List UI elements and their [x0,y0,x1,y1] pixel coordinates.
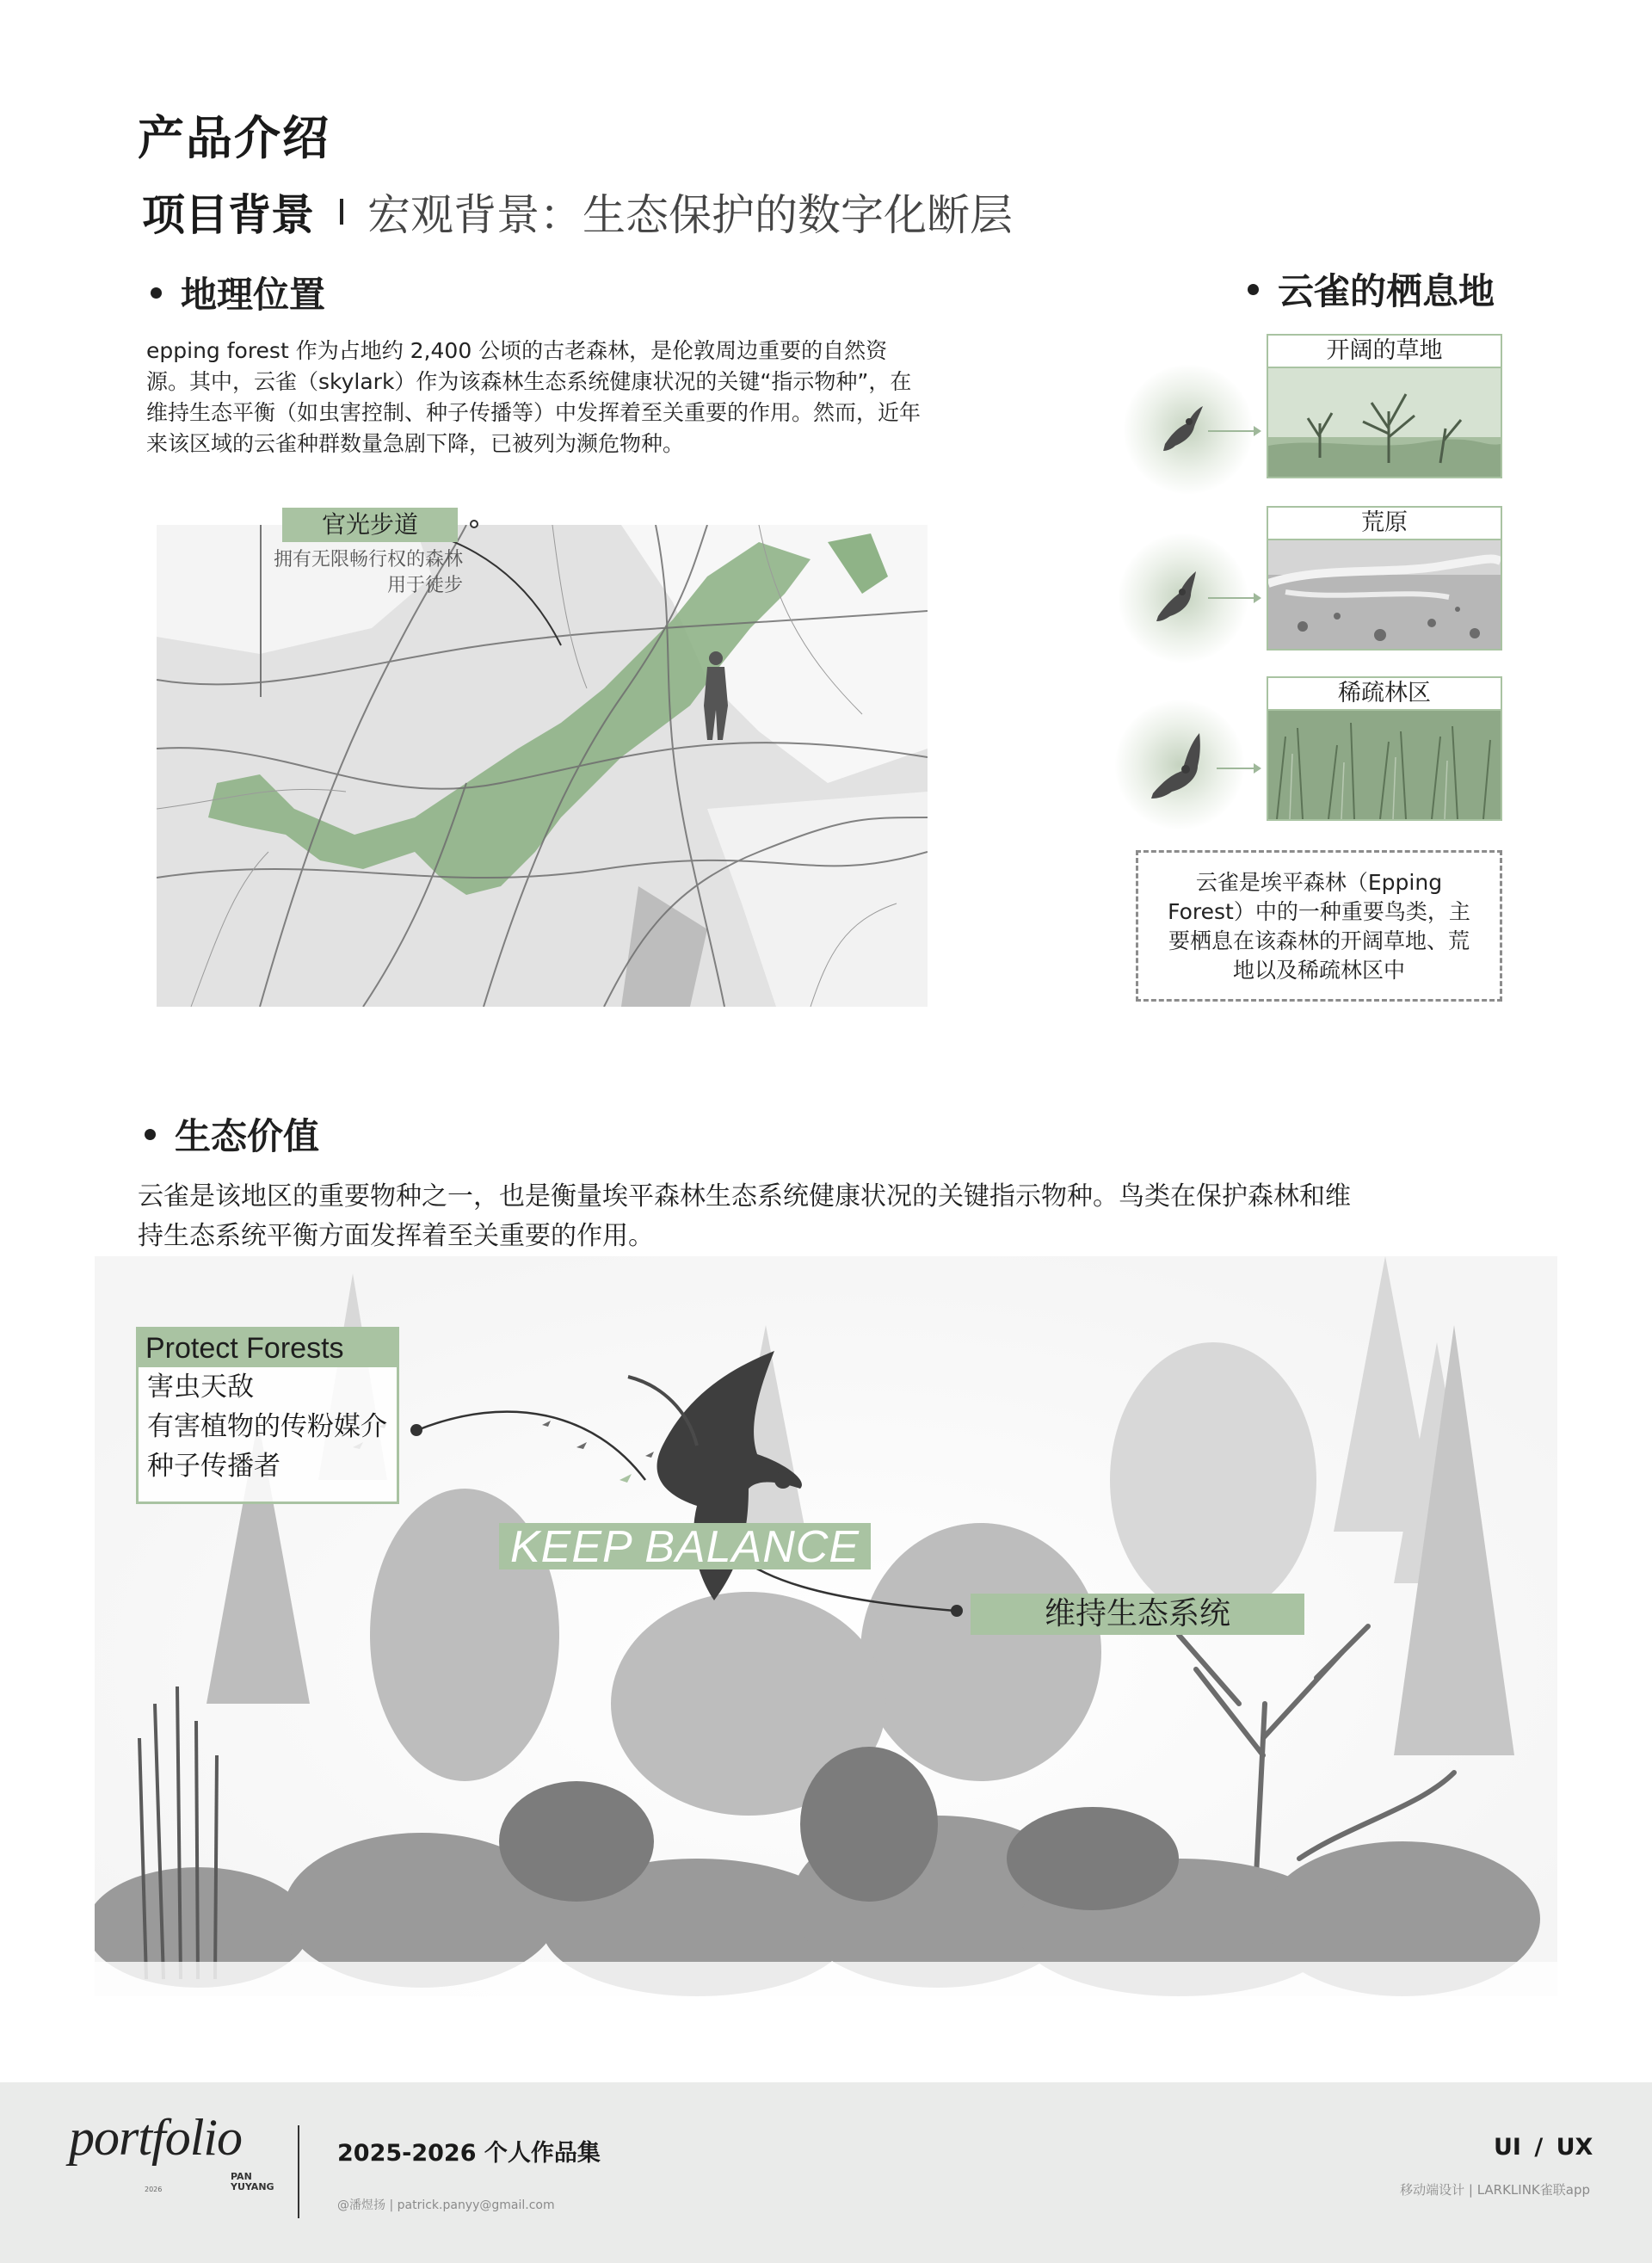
habitat-card-grassland [1267,334,1502,478]
habitat-title: 开阔的草地 [1267,334,1502,367]
geo-heading-text: 地理位置 [181,274,326,316]
bullet-dot [145,1129,156,1140]
map-graphic [157,525,928,1007]
habitat-note: 云雀是埃平森林（Epping Forest）中的一种重要鸟类，主要栖息在该森林的开阔草地、荒地以及稀疏林区中 [1136,850,1502,1002]
logo-author [231,2172,274,2192]
geo-description: epping forest 作为占地约 2,400 公顷的古老森林，是伦敦周边重要的自然资源。其中，云雀（skylark）作为该森林生态系统健康状况的关键“指示物种”，在维持生态平衡（如虫害控制、种子传播等）中发挥着至关重要的作用。然而，近年来该区域的云雀种群数量急剧下降，已被列为濒危物种。 [146,338,922,456]
logo-author-line1: PAN [231,2171,252,2182]
eco-heading [145,1108,319,1160]
bird-icon [1158,401,1206,453]
habitat-heading-text: 云雀的栖息地 [1278,270,1495,312]
protect-forests-box [136,1327,399,1504]
geo-heading [151,267,325,318]
bird-icon [1150,728,1211,800]
footer-tag: UI / UX [1494,2134,1593,2161]
protect-title: Protect Forests [139,1329,397,1367]
section-name: 项目背景 [142,190,314,240]
bullet-dot [1248,284,1259,295]
bird-icon [1153,568,1201,623]
protect-item: 种子传播者 [147,1451,280,1482]
footer-divider [298,2125,299,2218]
protect-item: 害虫天敌 [147,1372,254,1403]
habitat-card-woodland [1267,676,1502,821]
trail-description: 拥有无限畅行权的森林用于徒步 [274,549,464,596]
forest-map [157,525,928,1007]
title-separator [340,199,343,225]
maintain-ecosystem-label: 维持生态系统 [971,1594,1304,1635]
habitat-title: 荒原 [1267,506,1502,539]
eco-description: 云雀是该地区的重要物种之一，也是衡量埃平森林生态系统健康状况的关键指示物种。鸟类在保护森林和维持生态系统平衡方面发挥着至关重要的作用。 [138,1181,1351,1251]
callout-dot [470,520,478,528]
habitat-card-heathland [1267,506,1502,651]
page-title: 产品介绍 [138,111,330,165]
heathland-image [1267,539,1502,651]
trail-label: 官光步道 [282,508,458,542]
trail-callout-line [260,525,262,697]
arrow-icon [1208,597,1260,599]
section-subtitle: 宏观背景：生态保护的数字化断层 [367,190,1013,240]
portfolio-logo: portfolio [69,2109,243,2166]
habitat-heading [1248,263,1495,315]
grassland-image [1267,367,1502,478]
logo-author-line2: YUYANG [231,2181,274,2192]
eco-heading-text: 生态价值 [175,1115,320,1157]
logo-year: 2026 [145,2186,163,2193]
footer-title: 2025-2026 个人作品集 [337,2140,601,2167]
protect-item: 有害植物的传粉媒介 [147,1411,387,1442]
footer-subtitle: 移动端设计 | LARKLINK雀联app [1400,2182,1590,2198]
woodland-image [1267,709,1502,821]
arrow-icon [1208,430,1260,432]
bullet-dot [151,287,162,299]
footer-contact: @潘煜扬 | patrick.panyy@gmail.com [337,2198,555,2212]
arrow-icon [1217,768,1260,769]
habitat-title: 稀疏林区 [1267,676,1502,709]
keep-balance-label: KEEP BALANCE [499,1523,871,1569]
section-title [142,181,1013,243]
